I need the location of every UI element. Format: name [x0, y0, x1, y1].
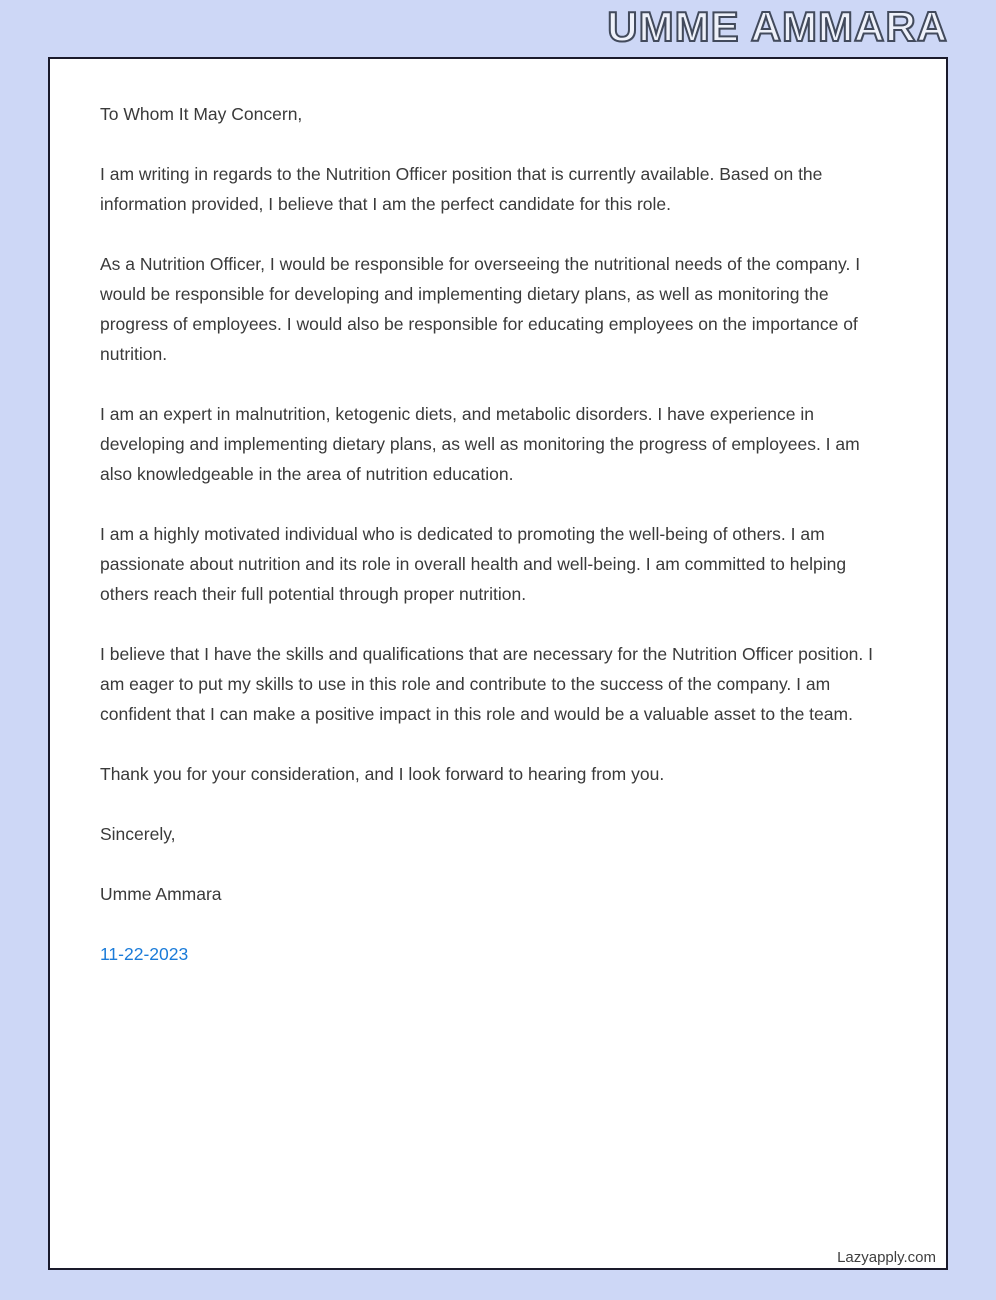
paragraph-skills: I believe that I have the skills and qualifications that are necessary for the Nutrition Officer position. I am eager to put my skills to use in this role and contribute to the success of the company. I am confident that I can make a positive impact in this role and would be a valuable asset to the team. [100, 644, 873, 724]
salutation: To Whom It May Concern, [100, 104, 303, 124]
header-title: UMME AMMARA [607, 3, 948, 50]
paragraph-responsibilities: As a Nutrition Officer, I would be responsible for overseeing the nutritional needs of the company. I would be responsible for developing and implementing dietary plans, as well as monitoring the progress of employees. I would also be responsible for educating employees on the importance of nutrition. [100, 254, 861, 364]
date-line [100, 939, 890, 969]
letter-sheet [48, 57, 948, 1270]
paragraph-thanks: Thank you for your consideration, and I look forward to hearing from you. [100, 764, 665, 784]
footer-brand: Lazyapply.com [837, 1249, 936, 1266]
signature-name: Umme Ammara [100, 884, 222, 904]
paragraph-expertise: I am an expert in malnutrition, ketogenic diets, and metabolic disorders. I have experience in developing and implementing dietary plans, as well as monitoring the progress of employees. I am also knowledgeable in the area of nutrition education. [100, 404, 860, 484]
date-link[interactable]: 11-22-2023 [100, 944, 189, 964]
paragraph-intro: I am writing in regards to the Nutrition Officer position that is currently available. Based on the information provided, I believe that I am the perfect candidate for this role. [100, 164, 823, 214]
paragraph-motivation: I am a highly motivated individual who is dedicated to promoting the well-being of others. I am passionate about nutrition and its role in overall health and well-being. I am committed to helping others reach their full potential through proper nutrition. [100, 524, 847, 604]
closing: Sincerely, [100, 824, 176, 844]
letter-body [50, 59, 946, 969]
